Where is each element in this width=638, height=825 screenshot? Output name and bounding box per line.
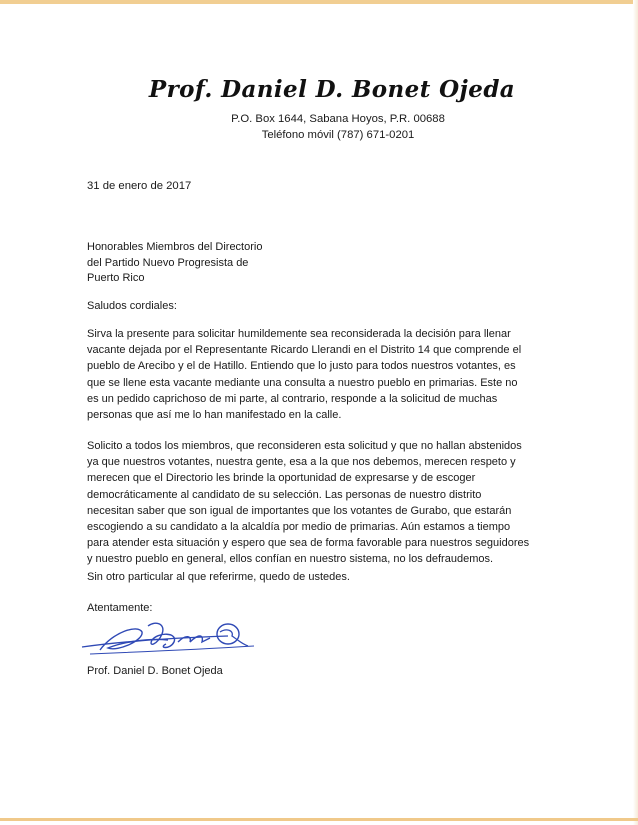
body-paragraph-2	[87, 438, 557, 568]
paragraph-line: pueblo de Arecibo y el de Hatillo. Entiendo que lo justo para todos nuestros votantes, es	[87, 360, 516, 373]
paragraph-line: para atender esta situación y espero que sea de forma favorable para nuestros seguidores	[87, 537, 530, 550]
signer-name: Prof. Daniel D. Bonet Ojeda	[87, 665, 223, 677]
letterhead-phone: Teléfono móvil (787) 671-0201	[261, 129, 415, 141]
paragraph-line: necesitan saber que son igual de importantes que los votantes de Gurabo, que estarán	[87, 504, 512, 517]
recipient-line: del Partido Nuevo Progresista de	[87, 256, 249, 269]
paragraph-line: ya que nuestros votantes, nuestra gente, esa a la que nos debemos, merecen respeto y	[87, 456, 516, 469]
letter-date: 31 de enero de 2017	[87, 180, 192, 192]
paragraph-line: democráticamente al candidato de su selección. Las personas de nuestro distrito	[87, 488, 482, 501]
paragraph-line: escogiendo a su candidato a la alcaldía por medio de primarias. Aún estamos a tiempo	[87, 521, 511, 534]
body-paragraph-1	[87, 326, 557, 423]
handwritten-signature	[78, 612, 268, 664]
paragraph-line: vacante dejada por el Representante Ricardo Llerandi en el Distrito 14 que comprende el	[87, 344, 522, 357]
bottom-edge-strip	[0, 818, 638, 821]
paragraph-line: que se llene esta vacante mediante una consulta a nuestro pueblo en primarias. Este no	[87, 376, 518, 389]
recipient-block	[87, 240, 262, 287]
letterhead	[0, 76, 638, 143]
paragraph-line: es un pedido caprichoso de mi parte, al contrario, responde a la solicitud de muchas	[87, 392, 498, 405]
valediction: Atentamente:	[87, 602, 153, 614]
salutation: Saludos cordiales:	[87, 300, 177, 312]
recipient-line: Honorables Miembros del Directorio	[87, 241, 263, 253]
paragraph-line: y nuestro pueblo en general, ellos confían en nuestro sistema, no los defraudemos.	[87, 553, 494, 566]
paragraph-line: personas que así me lo han manifestado en la calle.	[87, 409, 342, 422]
closing-line: Sin otro particular al que referirme, quedo de ustedes.	[87, 571, 350, 583]
recipient-line: Puerto Rico	[87, 272, 145, 284]
paragraph-line: merecen que el Directorio les brinde la oportunidad de expresarse y de escoger	[87, 472, 476, 485]
letterhead-address: P.O. Box 1644, Sabana Hoyos, P.R. 00688	[231, 113, 445, 125]
paragraph-line: Sirva la presente para solicitar humildemente sea reconsiderada la decisión para llenar	[87, 328, 511, 340]
letterhead-name: Prof. Daniel D. Bonet Ojeda	[148, 76, 516, 103]
top-edge-strip	[0, 0, 638, 4]
paragraph-line: Solicito a todos los miembros, que reconsideren esta solicitud y que no hallan abstenidos	[87, 440, 522, 452]
